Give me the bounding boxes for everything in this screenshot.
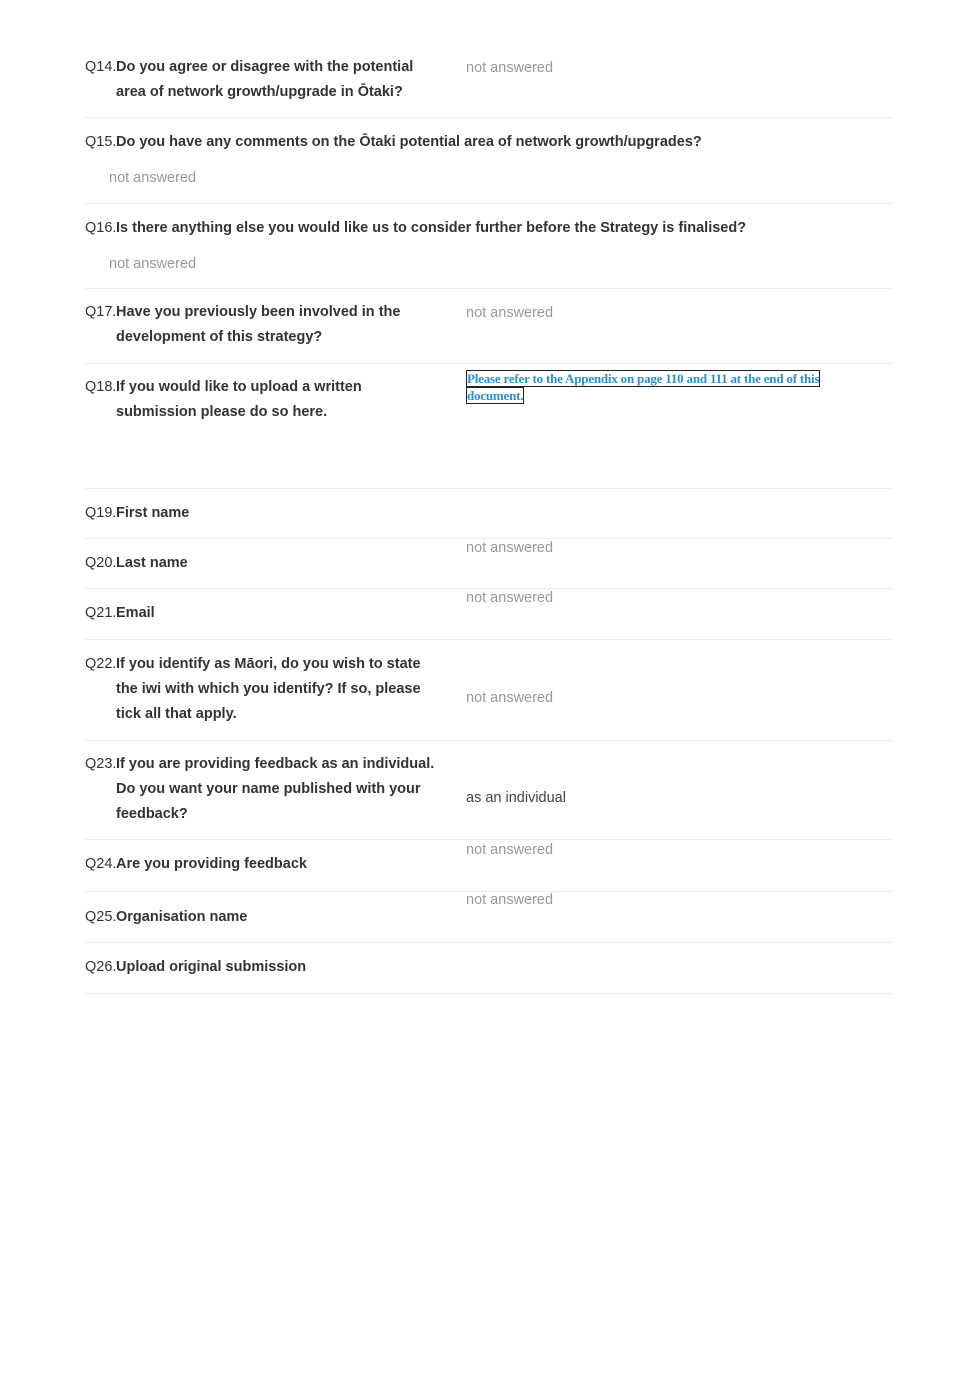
question-text: If you identify as Māori, do you wish to state the iwi with which you identify? If so, please tick all that apply. [116, 656, 421, 722]
question-row-q23 [85, 742, 893, 840]
question-row-q22 [85, 641, 893, 741]
question-number: Q14. [85, 59, 117, 75]
question-number: Q18. [85, 379, 117, 395]
question-number: Q19. [85, 505, 117, 521]
question-number: Q17. [85, 304, 117, 320]
appendix-link-line2[interactable]: document. [467, 388, 524, 403]
question-text: If you are providing feedback as an individual. Do you want your name published with your feedback? [116, 756, 435, 822]
question-q22 [85, 652, 445, 727]
question-text: Upload original submission [116, 959, 307, 975]
answer-q23: as an individual [466, 790, 566, 806]
answer-q17: not answered [466, 305, 554, 321]
answer-q21: not answered [466, 590, 554, 606]
question-row-q17 [85, 300, 893, 364]
question-q15 [85, 130, 893, 155]
appendix-link[interactable] [466, 370, 861, 404]
answer-q14: not answered [466, 60, 554, 76]
question-text: Have you previously been involved in the development of this strategy? [116, 304, 401, 345]
question-text: Do you agree or disagree with the potential area of network growth/upgrade in Ōtaki? [116, 59, 414, 100]
question-number: Q25. [85, 909, 117, 925]
question-row-q16 [85, 216, 893, 289]
question-q16 [85, 216, 893, 241]
question-q20 [85, 551, 445, 576]
question-text: Organisation name [116, 909, 248, 925]
question-q14 [85, 55, 445, 105]
question-row-q19 [85, 490, 893, 539]
question-row-q20 [85, 540, 893, 589]
question-row-q15 [85, 130, 893, 204]
answer-q16: not answered [109, 256, 197, 272]
question-q21 [85, 601, 445, 626]
answer-q25: not answered [466, 892, 554, 908]
question-number: Q24. [85, 856, 117, 872]
appendix-link-line1[interactable]: Please refer to the Appendix on page 110 and 111 at the end of this [467, 371, 820, 386]
question-q17 [85, 300, 445, 350]
question-number: Q16. [85, 220, 117, 236]
question-row-q21 [85, 590, 893, 640]
question-row-q24 [85, 841, 893, 892]
question-text: Is there anything else you would like us to consider further before the Strategy is finalised? [116, 220, 747, 236]
question-q19 [85, 501, 445, 526]
question-number: Q22. [85, 656, 117, 672]
question-number: Q21. [85, 605, 117, 621]
question-text: If you would like to upload a written submission please do so here. [116, 379, 362, 420]
question-number: Q23. [85, 756, 117, 772]
question-row-q18 [85, 365, 893, 489]
question-number: Q26. [85, 959, 117, 975]
question-text: Are you providing feedback [116, 856, 307, 872]
question-q24 [85, 852, 445, 877]
answer-q20: not answered [466, 540, 554, 556]
question-text: Email [116, 605, 155, 621]
question-row-q14 [85, 55, 893, 118]
question-q26 [85, 955, 445, 980]
question-number: Q20. [85, 555, 117, 571]
question-row-q25 [85, 893, 893, 943]
question-row-q26 [85, 944, 893, 994]
question-q23 [85, 752, 445, 827]
question-text: Last name [116, 555, 188, 571]
answer-q22: not answered [466, 690, 554, 706]
answer-q24: not answered [466, 842, 554, 858]
question-number: Q15. [85, 134, 117, 150]
question-text: Do you have any comments on the Ōtaki potential area of network growth/upgrades? [116, 134, 702, 150]
question-q18 [85, 375, 445, 425]
question-text: First name [116, 505, 190, 521]
question-q25 [85, 905, 445, 930]
answer-q15: not answered [109, 170, 197, 186]
